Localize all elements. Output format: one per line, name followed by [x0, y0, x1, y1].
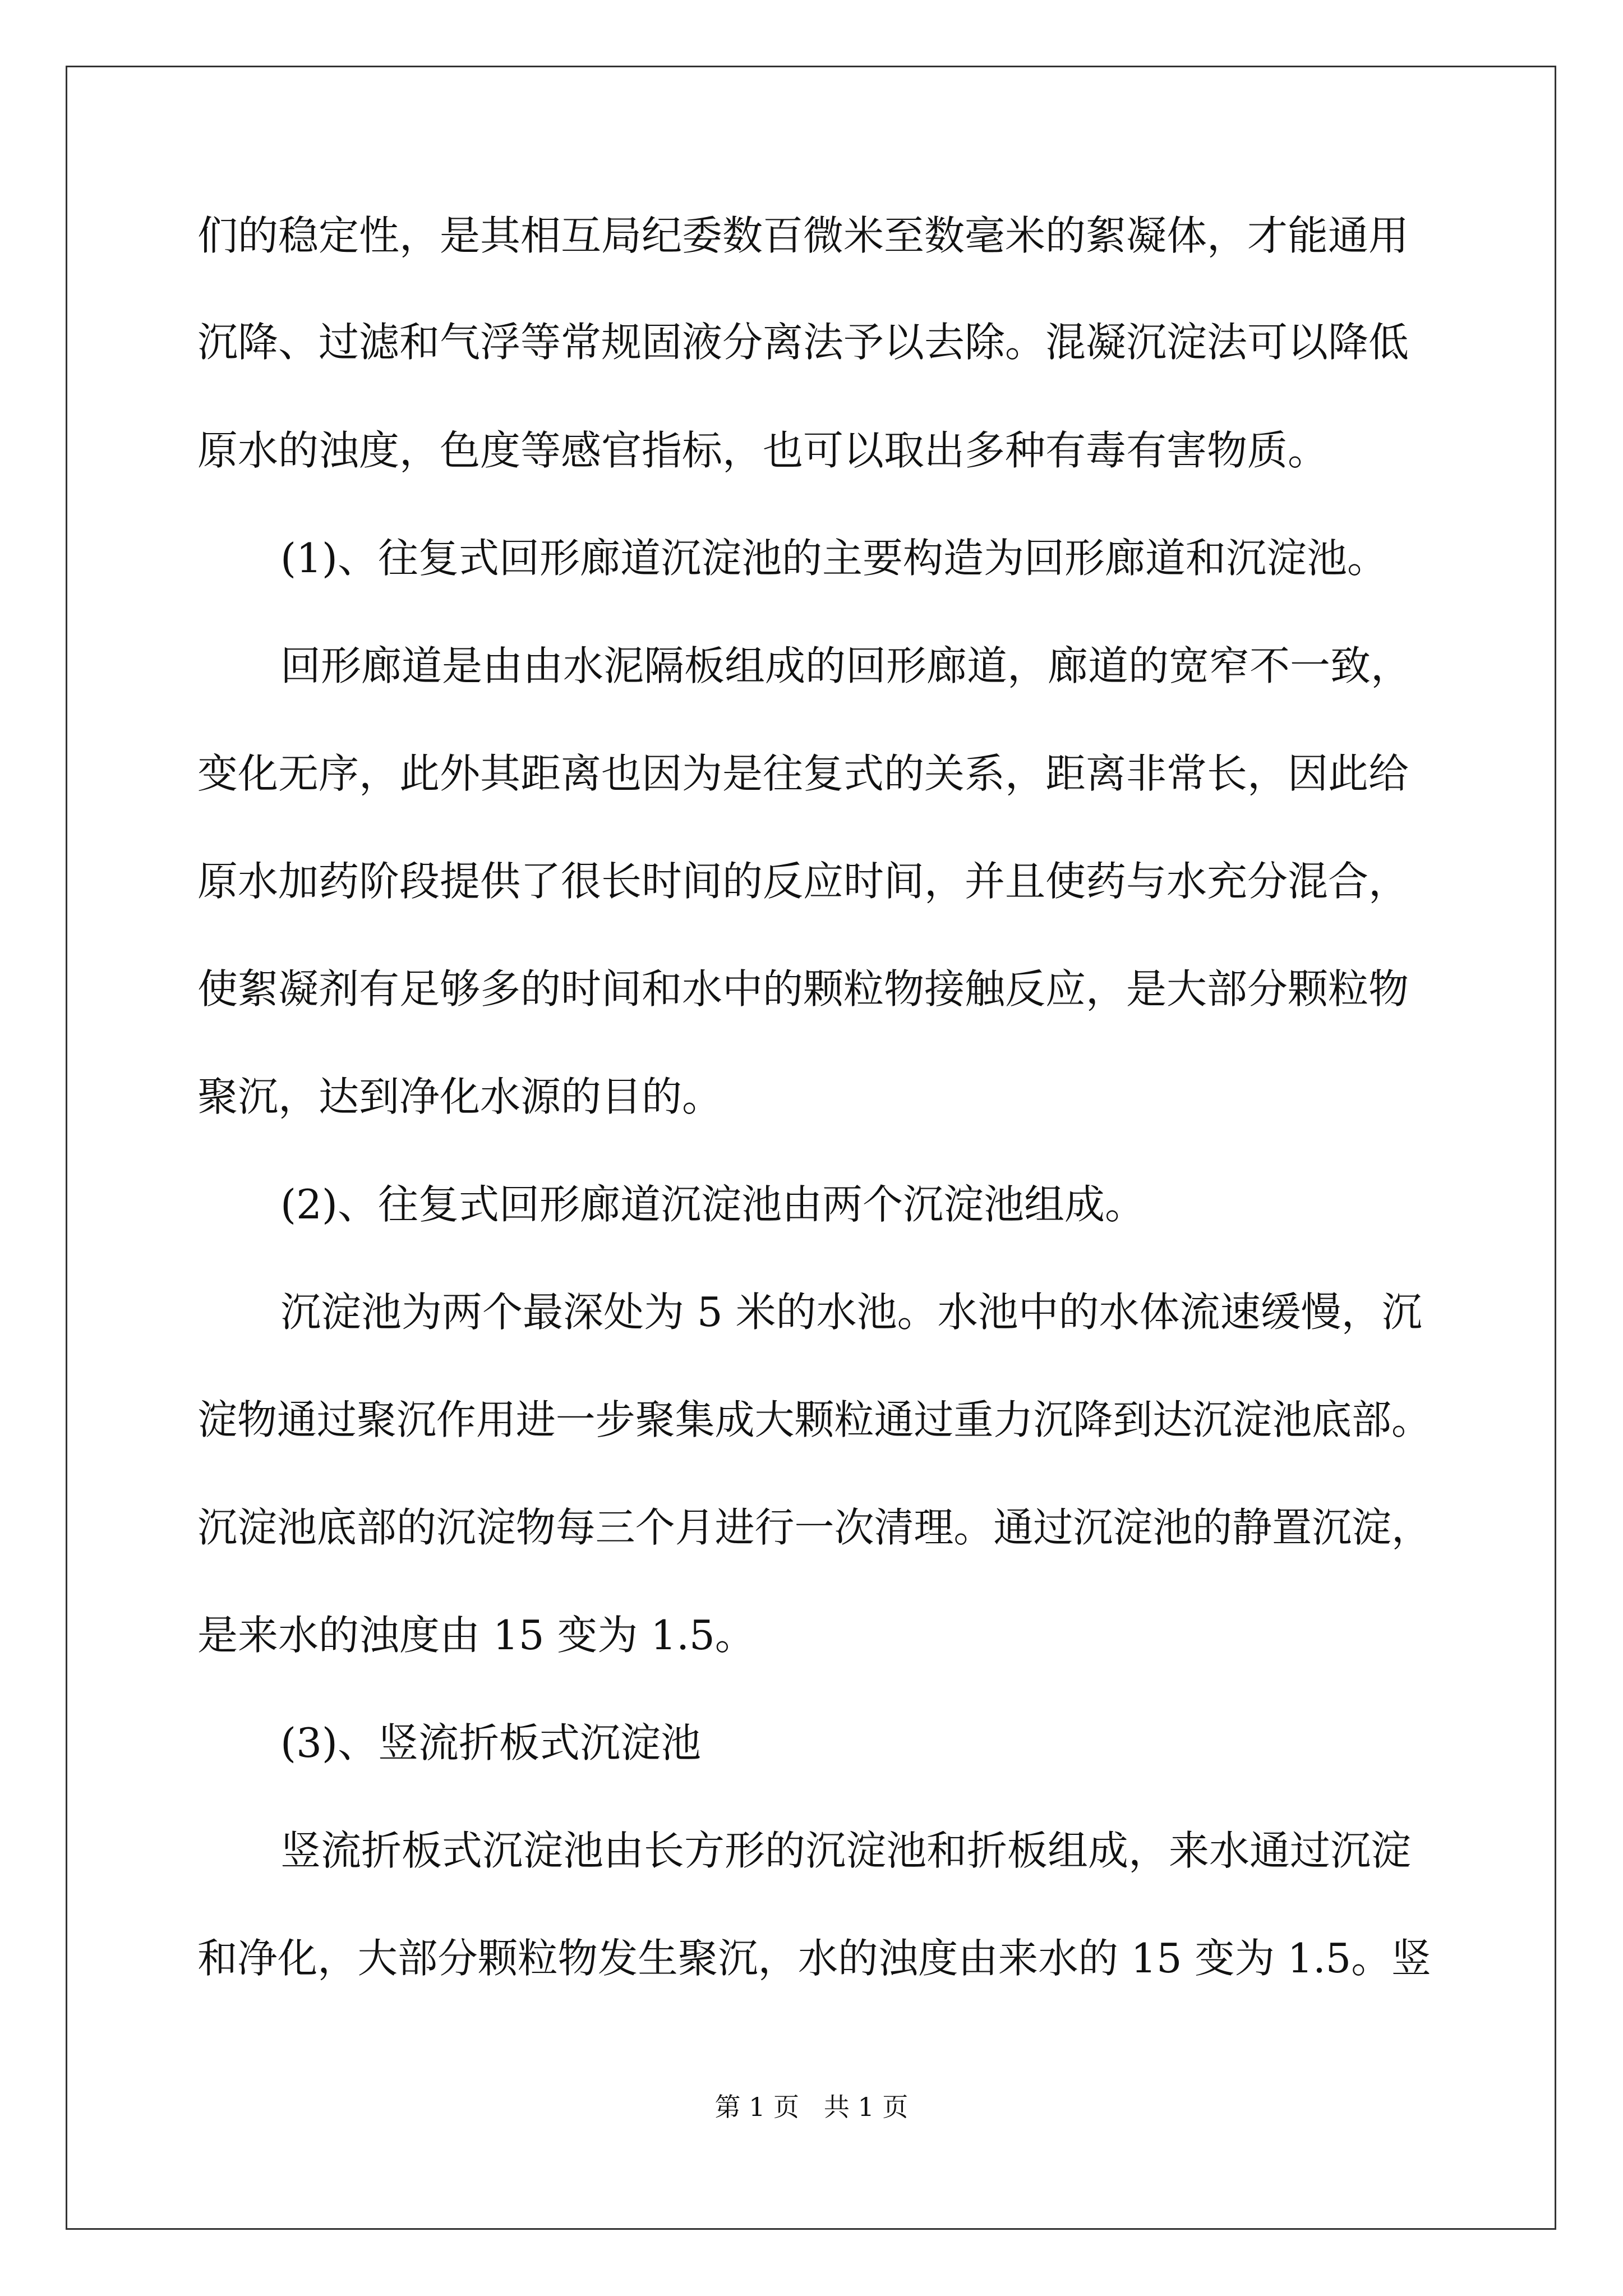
body-line: 聚沉，达到净化水源的目的。: [197, 1073, 723, 1120]
body-line: 是来水的浊度由 15 变为 1.5。: [197, 1612, 755, 1659]
body-line: 竖流折板式沉淀池由长方形的沉淀池和折板组成，来水通过沉淀: [280, 1827, 1412, 1874]
body-line: 原水加药阶段提供了很长时间的反应时间，并且使药与水充分混合，: [197, 858, 1409, 905]
body-line: 原水的浊度，色度等感官指标，也可以取出多种有毒有害物质。: [197, 427, 1329, 474]
body-line: 回形廊道是由由水泥隔板组成的回形廊道，廊道的宽窄不一致，: [280, 642, 1412, 689]
list-item-heading-3: (3)、竖流折板式沉淀池: [280, 1719, 701, 1766]
body-line: 沉降、过滤和气浮等常规固液分离法予以去除。混凝沉淀法可以降低: [197, 319, 1409, 366]
body-line: 变化无序，此外其距离也因为是往复式的关系，距离非常长，因此给: [197, 750, 1409, 797]
body-line: 使絮凝剂有足够多的时间和水中的颗粒物接触反应，是大部分颗粒物: [197, 965, 1409, 1013]
page-border: [66, 66, 1556, 2230]
body-line: 和净化，大部分颗粒物发生聚沉，水的浊度由来水的 15 变为 1.5。竖: [197, 1935, 1431, 1982]
body-line: 淀物通过聚沉作用进一步聚集成大颗粒通过重力沉降到达沉淀池底部。: [197, 1396, 1431, 1443]
list-item-heading-1: (1)、往复式回形廊道沉淀池的主要构造为回形廊道和沉淀池。: [280, 535, 1387, 582]
list-item-heading-2: (2)、往复式回形廊道沉淀池由两个沉淀池组成。: [280, 1181, 1145, 1228]
body-line: 沉淀池底部的沉淀物每三个月进行一次清理。通过沉淀池的静置沉淀，: [197, 1504, 1431, 1551]
page-footer: 第 1 页 共 1 页: [714, 2092, 909, 2122]
body-line: 沉淀池为两个最深处为 5 米的水池。水池中的水体流速缓慢，沉: [280, 1289, 1422, 1336]
body-line: 们的稳定性，是其相互局纪委数百微米至数毫米的絮凝体，才能通用: [197, 212, 1409, 259]
